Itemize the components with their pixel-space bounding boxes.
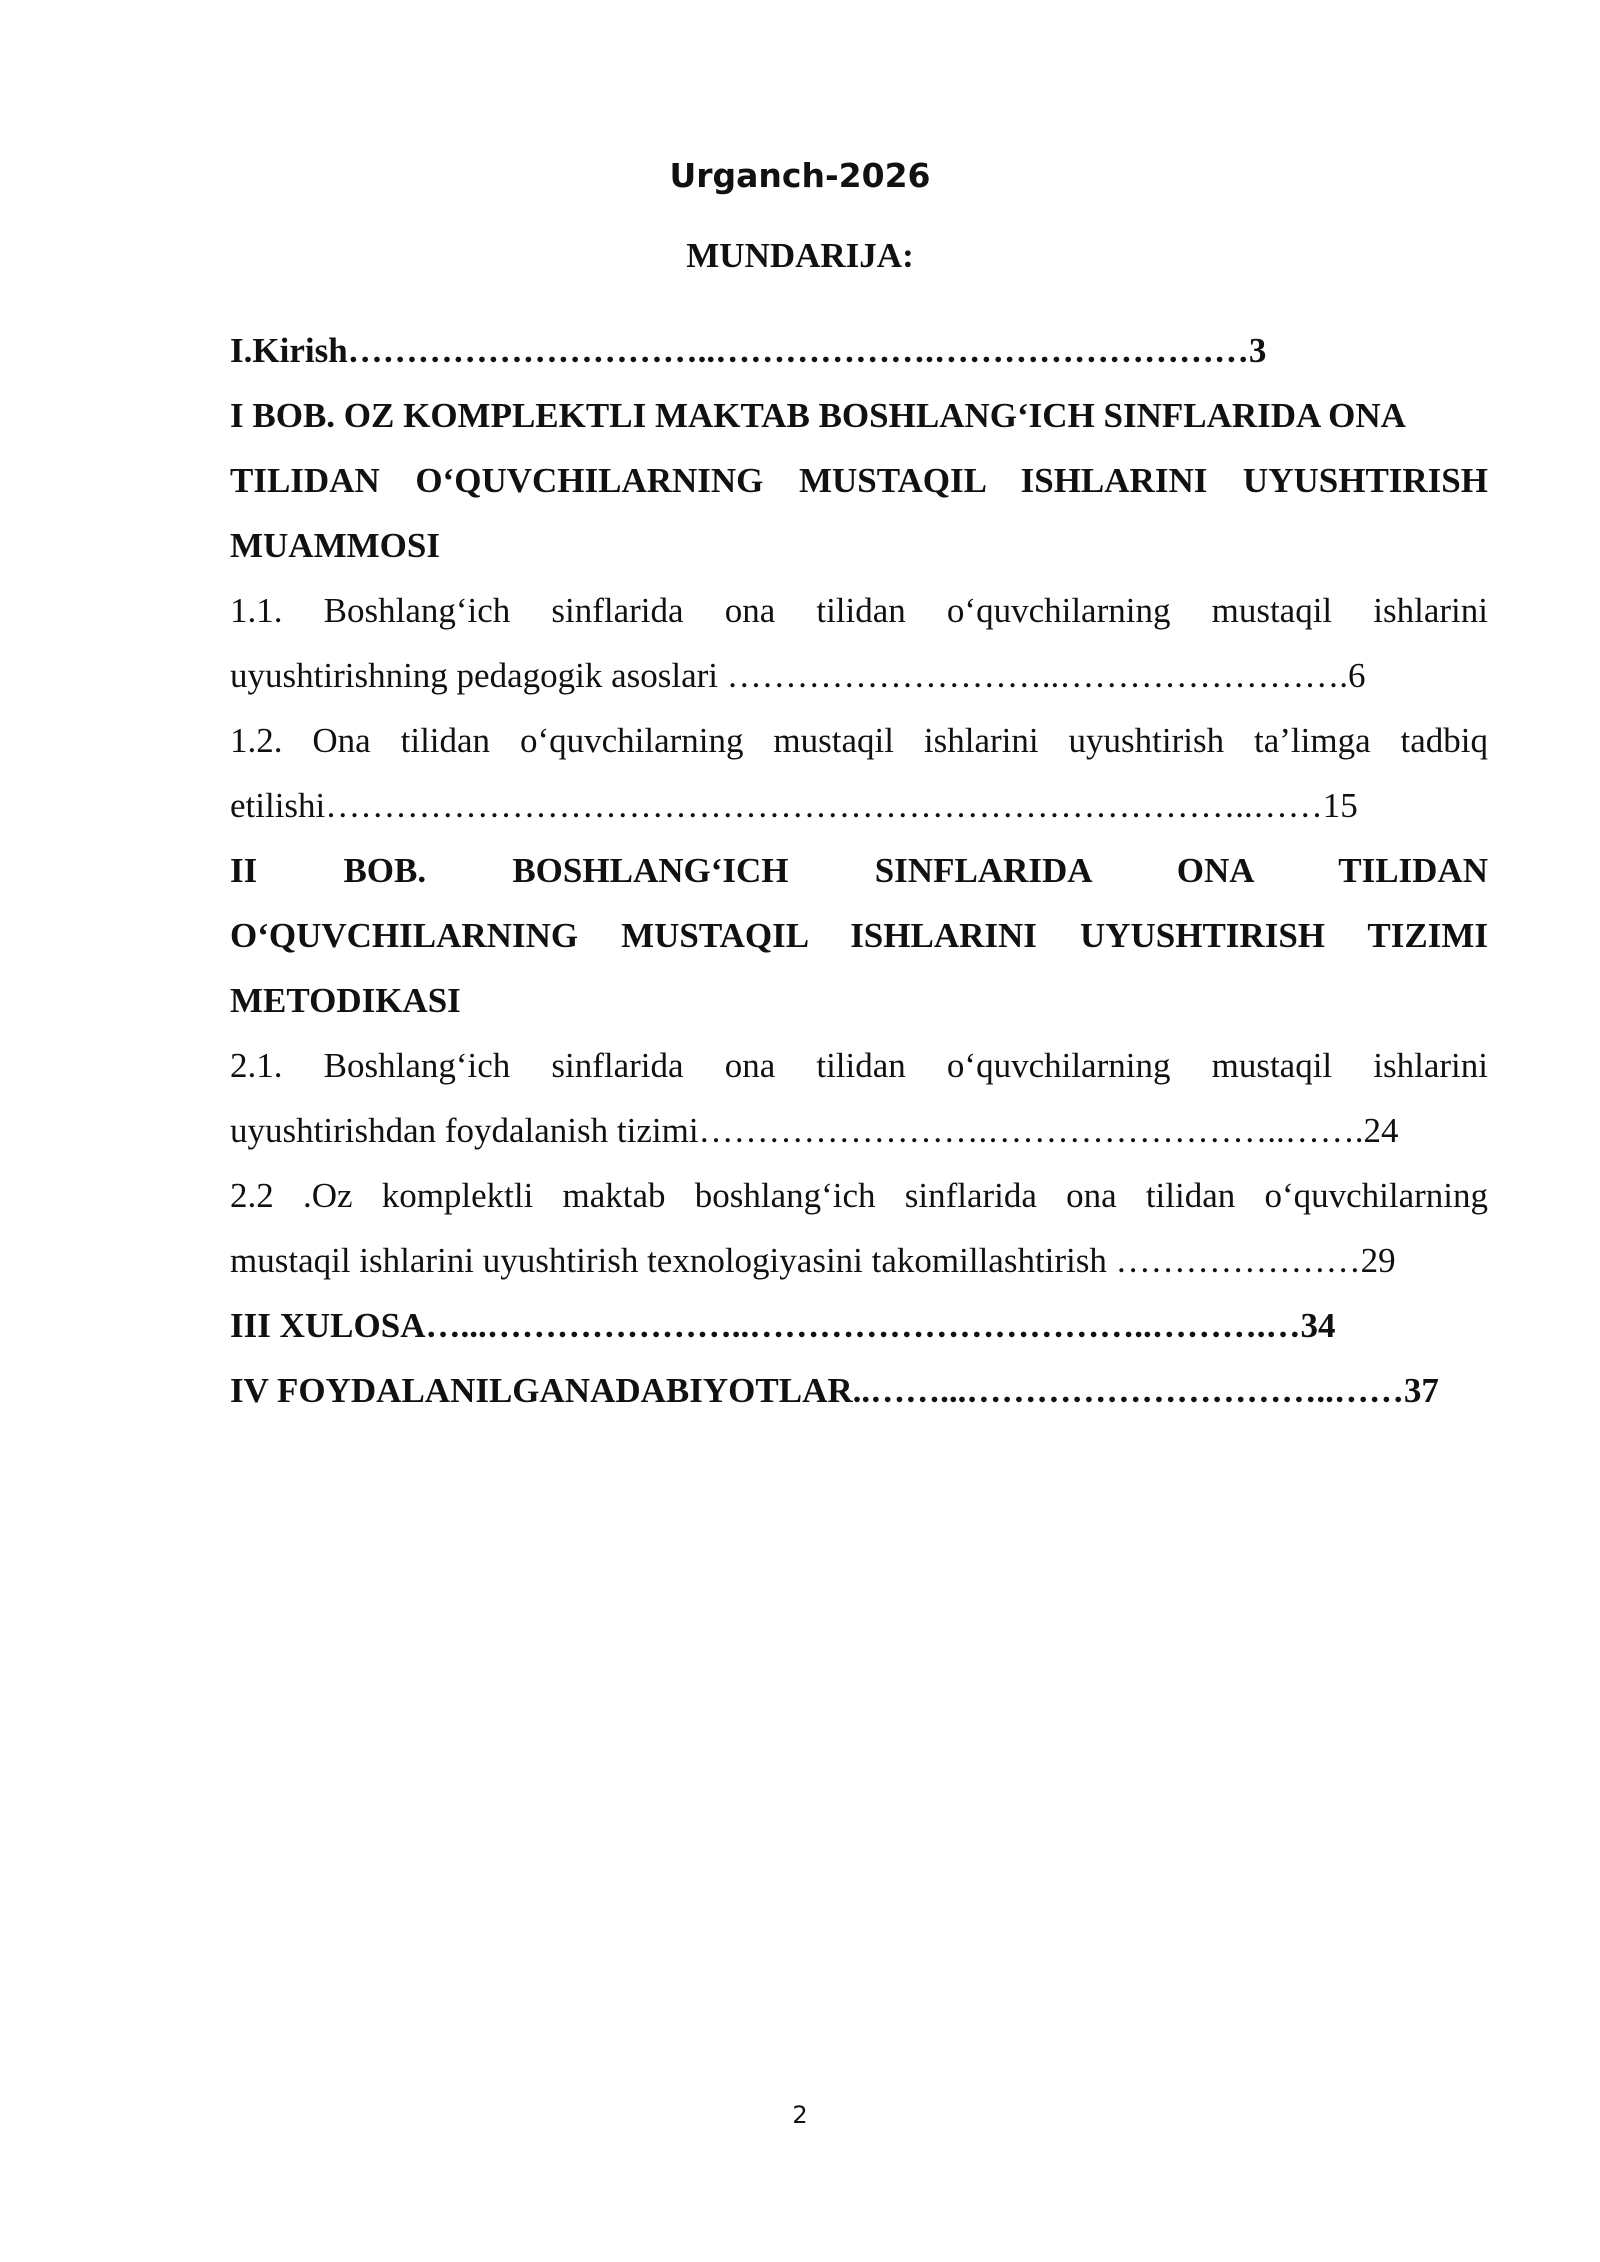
table-of-contents [230, 318, 1488, 1423]
toc-section-1-1-line: 1.1. Boshlang‘ich sinflarida ona tilidan o‘quvchilarning mustaqil ishlarini [230, 591, 1488, 630]
toc-chapter-1-heading-line: I BOB. OZ KOMPLEKTLI MAKTAB BOSHLANG‘ICH SINFLARIDA ONA [230, 396, 1406, 435]
table-of-contents-title: MUNDARIJA: [686, 236, 914, 275]
toc-section-2-2-line: 2.2 .Oz komplektli maktab boshlang‘ich sinflarida ona tilidan o‘quvchilarning [230, 1176, 1488, 1215]
toc-entry-xulosa: III XULOSA…...…………………..……………………………..……….…34 [230, 1306, 1336, 1345]
city-year-heading: Urganch-2026 [669, 156, 931, 195]
toc-section-2-2-line: mustaqil ishlarini uyushtirish texnologiyasini takomillashtirish …………………29 [230, 1241, 1396, 1280]
toc-section-1-2-line: 1.2. Ona tilidan o‘quvchilarning mustaqil ishlarini uyushtirish ta’limga tadbiq [230, 721, 1488, 760]
toc-entry-foydalanilgan-adabiyotlar: IV FOYDALANILGANADABIYOTLAR..……...…………………………..……37 [230, 1371, 1439, 1410]
toc-chapter-1-heading-line: TILIDAN O‘QUVCHILARNING MUSTAQIL ISHLARINI UYUSHTIRISH [230, 461, 1488, 500]
toc-chapter-2-heading-line: II BOB. BOSHLANG‘ICH SINFLARIDA ONA TILIDAN [230, 851, 1488, 890]
toc-section-2-1-line: 2.1. Boshlang‘ich sinflarida ona tilidan o‘quvchilarning mustaqil ishlarini [230, 1046, 1488, 1085]
toc-chapter-1-heading-line: MUAMMOSI [230, 526, 440, 565]
toc-section-1-2-line: etilishi……………………………………………………………………..……15 [230, 786, 1358, 825]
page-number: 2 [792, 2101, 808, 2129]
toc-section-2-1-line: uyushtirishdan foydalanish tizimi…………………….……………………..…….24 [230, 1111, 1399, 1150]
toc-chapter-2-heading-line: METODIKASI [230, 981, 461, 1020]
toc-chapter-2-heading-line: O‘QUVCHILARNING MUSTAQIL ISHLARINI UYUSHTIRISH TIZIMI [230, 916, 1488, 955]
toc-entry-kirish: I.Kirish…………………………..……………….………………………3 [230, 331, 1267, 370]
toc-section-1-1-line: uyushtirishning pedagogik asoslari ………………………..…………………….6 [230, 656, 1366, 695]
